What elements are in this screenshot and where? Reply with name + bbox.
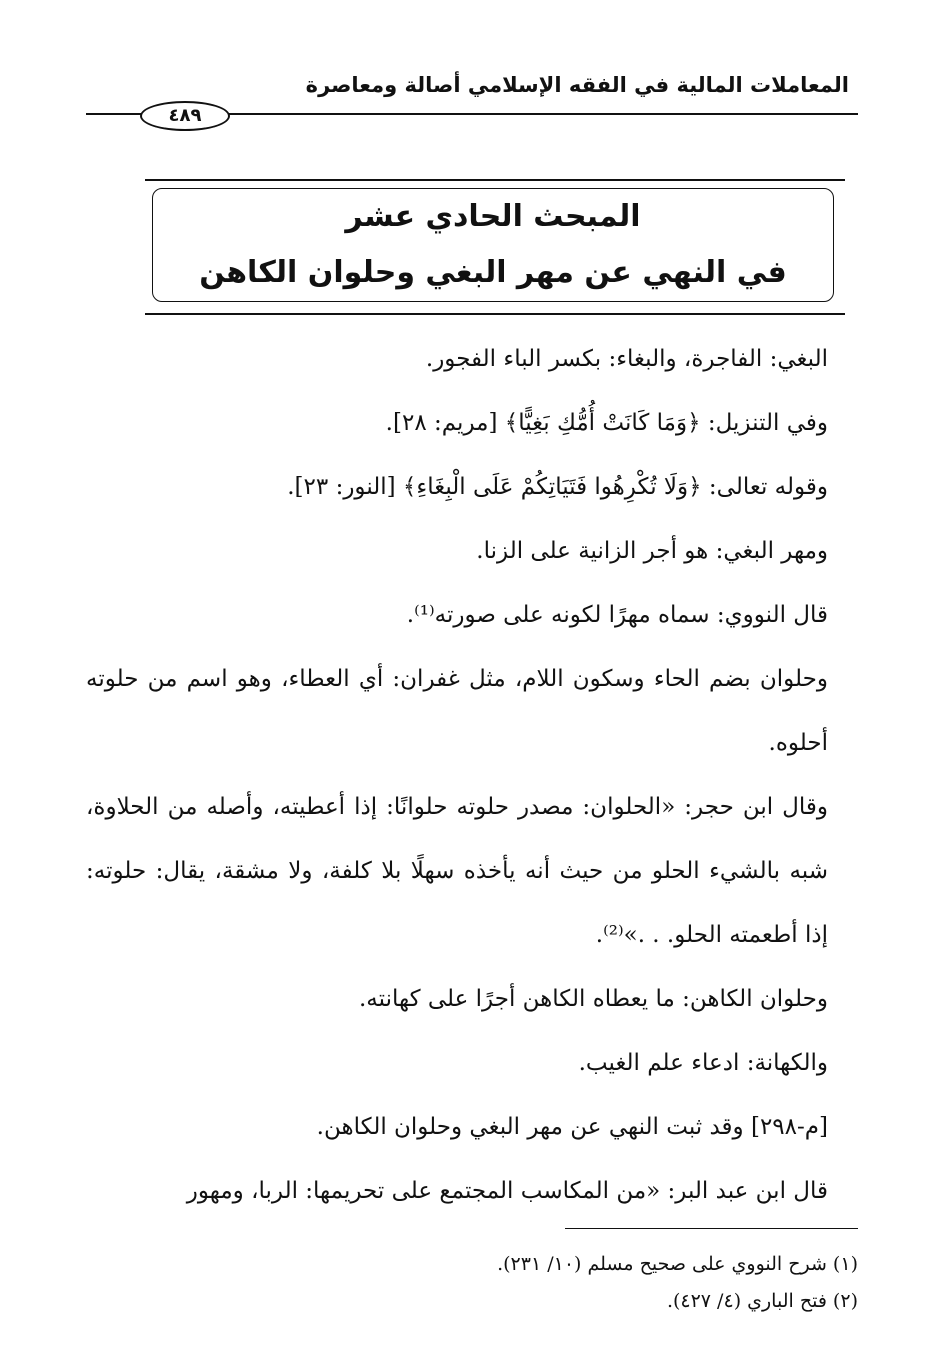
paragraph-11: قال ابن عبد البر: «من المكاسب المجتمع على تحريمها: الربا، ومهور — [186, 1178, 828, 1204]
footnote-2: (٢) فتح الباري (٤/ ٤٢٧). — [666, 1290, 858, 1312]
paragraph-7: وقال ابن حجر: «الحلوان: مصدر حلوته حلوانًا: إذا أعطيته، وأصله من الحلاوة، شبه بالشيء الحلو من حيث أنه يأخذه سهلًا بلا كلفة، ولا مشقة، يقال: حلوته: إذا أطعمته الحلو. . .»⁽²⁾. — [86, 794, 828, 948]
section-title-line-2: في النهي عن مهر البغي وحلوان الكاهن — [199, 255, 787, 290]
paragraph-9: والكهانة: ادعاء علم الغيب. — [578, 1050, 828, 1076]
paragraph-8: وحلوان الكاهن: ما يعطاه الكاهن أجرًا على كهانته. — [358, 986, 828, 1012]
paragraph-3: وقوله تعالى: ﴿وَلَا تُكْرِهُوا فَتَيَاتِكُمْ عَلَى الْبِغَاءِ﴾ [النور: ٢٣]. — [287, 474, 828, 500]
paragraph-10: [م-٢٩٨] وقد ثبت النهي عن مهر البغي وحلوان الكاهن. — [316, 1114, 828, 1140]
body-text — [86, 327, 858, 1223]
paragraph-1: البغي: الفاجرة، والبغاء: بكسر الباء الفجور. — [425, 346, 828, 372]
running-header-title: المعاملات المالية في الفقه الإسلامي أصالة ومعاصرة — [305, 73, 849, 97]
paragraph-5: قال النووي: سماه مهرًا لكونه على صورته⁽¹⁾. — [406, 602, 828, 628]
page-number-badge: ٤٨٩ — [140, 101, 230, 131]
footnote-rule — [565, 1228, 858, 1229]
footnotes — [400, 1246, 858, 1320]
section-title-line-1: المبحث الحادي عشر — [345, 199, 641, 234]
paragraph-4: ومهر البغي: هو أجر الزانية على الزنا. — [476, 538, 828, 564]
paragraph-2: وفي التنزيل: ﴿وَمَا كَانَتْ أُمُّكِ بَغِيًّا﴾ [مريم: ٢٨]. — [385, 410, 828, 436]
footnote-1: (١) شرح النووي على صحيح مسلم (١٠/ ٢٣١). — [497, 1253, 858, 1275]
paragraph-6: وحلوان بضم الحاء وسكون اللام، مثل غفران: أي العطاء، وهو اسم من حلوته أحلوه. — [86, 666, 828, 756]
